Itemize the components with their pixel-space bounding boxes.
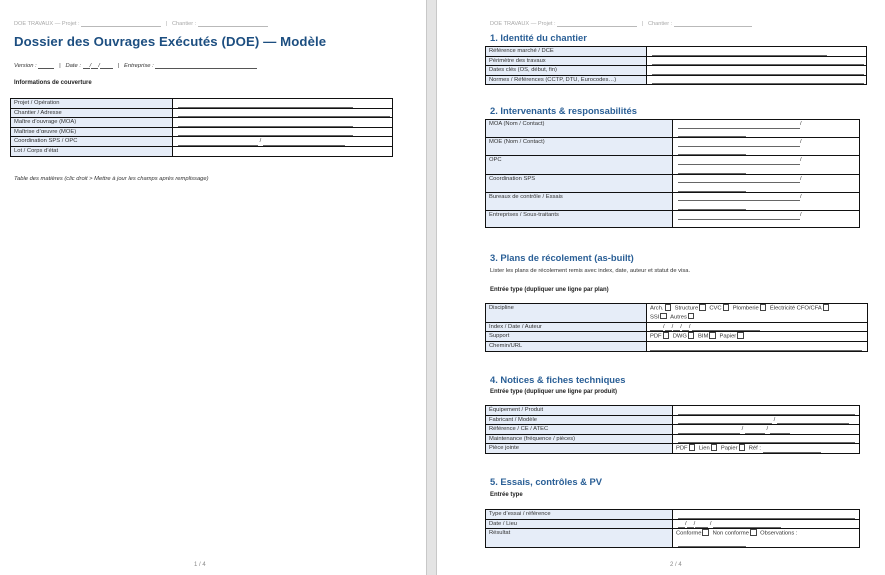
date-day-field[interactable] [83,62,90,69]
row-label: Dates clés (OS, début, fin) [486,66,647,76]
row-label: Chemin/URL [486,342,647,352]
row-label: Bureaux de contrôle / Essais [486,192,673,210]
section-3-table [485,303,868,352]
checkbox[interactable] [702,529,709,536]
field-sep: / [741,426,744,433]
table-row [486,519,860,529]
row-label: MOA (Nom / Contact) [486,120,673,138]
moe-contact-field[interactable] [673,138,860,156]
field-sep: / [663,323,665,330]
table-row [486,304,868,323]
page-number: 2 / 4 [670,562,682,568]
section-1-table [485,46,867,85]
row-label: Discipline [486,304,647,323]
field-sep: / [800,193,802,200]
attachment-options [673,444,860,454]
row-label: OPC [486,156,673,174]
option-label: Papier [720,445,738,452]
section-2-table [485,119,860,228]
checkbox[interactable] [688,332,695,339]
observations-label: Observations : [760,530,798,537]
section-5-title: 5. Essais, contrôles & PV [490,476,603,487]
sps-opc-field[interactable] [173,137,393,147]
header-project-blank[interactable] [81,20,161,27]
header-project-label: DOE TRAVAUX — Projet : [490,21,556,27]
page-number: 1 / 4 [194,562,206,568]
reference-ce-atec-field[interactable] [673,425,860,435]
checkbox[interactable] [823,304,830,311]
checkbox[interactable] [709,332,716,339]
site-address-field[interactable] [173,108,393,118]
observations-field[interactable] [678,540,746,547]
ref-field[interactable] [763,446,821,453]
field-sep: / [800,157,802,164]
option-label: Conforme [676,530,702,537]
section-5-entry-heading: Entrée type [490,492,523,498]
date-sep: / [89,63,92,69]
moa-field[interactable] [173,118,393,128]
row-label: Pièce jointe [486,444,673,454]
row-label: Équipement / Produit [486,406,673,416]
maintenance-field[interactable] [673,434,860,444]
option-label: Électricité CFO/CFA [769,305,822,312]
maker-model-field[interactable] [673,415,860,425]
meta-separator: | [59,63,61,69]
table-row [486,342,868,352]
table-row [486,510,860,520]
row-label: Coordination SPS [486,174,673,192]
field-sep: / [709,520,712,527]
checkbox[interactable] [711,444,718,451]
row-label: Support [486,332,647,342]
field-sep: / [693,520,696,527]
section-3-entry-heading: Entrée type (dupliquer une ligne par plan) [490,287,609,293]
header-project-blank[interactable] [557,20,637,27]
header-project-label: DOE TRAVAUX — Projet : [14,21,80,27]
field-sep: / [680,323,682,330]
table-row [486,156,860,174]
table-row [486,47,867,57]
row-label: Entreprises / Sous-traitants [486,210,673,227]
table-row [11,127,393,137]
row-label: Index / Date / Auteur [486,322,647,332]
document-title: Dossier des Ouvrages Exécutés (DOE) — Modèle [14,34,327,49]
page-gutter [426,0,437,575]
checkbox[interactable] [660,313,667,320]
standards-field[interactable] [647,75,867,85]
project-field[interactable] [173,99,393,109]
row-label: Périmètre des travaux [486,56,647,66]
scope-field[interactable] [647,56,867,66]
checkbox[interactable] [665,304,672,311]
table-row [486,174,860,192]
table-row [486,56,867,66]
toc-note: Table des matières (clic droit > Mettre à jour les champs après remplissage) [14,176,209,182]
running-header [490,20,752,27]
section-1-title: 1. Identité du chantier [490,32,587,43]
option-label: DWG [672,333,687,340]
option-label: PDF [676,445,688,452]
version-field[interactable] [38,62,54,69]
field-sep: / [688,323,691,330]
company-field[interactable] [155,62,257,69]
field-sep: / [259,138,262,145]
header-site-label: Chantier : [171,21,197,27]
contract-ref-field[interactable] [647,47,867,57]
field-sep: / [800,175,802,182]
row-label: Type d’essai / référence [486,510,673,520]
row-label: Fabricant / Modèle [486,415,673,425]
table-row [486,210,860,227]
option-label: Plomberie [732,305,759,312]
moe-field[interactable] [173,127,393,137]
date-year-field[interactable] [100,62,113,69]
header-site-blank[interactable] [198,20,268,27]
option-label: CVC [709,305,722,312]
table-row [11,99,393,109]
table-row [486,192,860,210]
sps-contact-field[interactable] [673,174,860,192]
control-office-field[interactable] [673,192,860,210]
table-row [486,138,860,156]
header-separator: | [641,21,644,27]
row-label: Maintenance (fréquence / pièces) [486,434,673,444]
field-sep: / [685,520,687,527]
table-row [11,118,393,128]
table-row [11,108,393,118]
date-place-field[interactable] [673,519,860,529]
table-row [486,529,860,547]
checkbox[interactable] [663,332,670,339]
checkbox[interactable] [699,304,706,311]
table-row [486,120,860,138]
cover-heading: Informations de couverture [14,80,92,86]
table-row [11,146,393,156]
section-3-title: 3. Plans de récolement (as-built) [490,252,634,263]
row-label: Résultat [486,529,673,547]
lot-field[interactable] [173,146,393,156]
header-site-blank[interactable] [674,20,752,27]
section-3-intro: Lister les plans de récolement remis avec index, date, auteur et statut de visa. [490,268,691,274]
section-4-title: 4. Notices & fiches techniques [490,374,626,385]
key-dates-field[interactable] [647,66,867,76]
equipment-field[interactable] [673,406,860,416]
row-label: Projet / Opération [11,99,173,109]
table-row [486,425,860,435]
document-page-1 [0,0,426,575]
index-date-author-field[interactable] [647,322,868,332]
ref-label: Réf : [748,445,761,452]
header-site-label: Chantier : [647,21,673,27]
document-page-2 [437,0,885,575]
section-4-table [485,405,860,454]
checkbox[interactable] [760,304,767,311]
cover-info-table [10,98,393,157]
checkbox[interactable] [723,304,730,311]
checkbox[interactable] [737,332,744,339]
row-label: Référence / CE / ATEC [486,425,673,435]
row-label: Référence marché / DCE [486,47,647,57]
version-label: Version : [14,63,37,69]
table-row [486,66,867,76]
checkbox[interactable] [739,444,746,451]
row-label: Maître d’ouvrage (MOA) [11,118,173,128]
meta-separator: | [117,63,120,69]
table-row [486,332,868,342]
row-label: Coordination SPS / OPC [11,137,173,147]
row-label: Date / Lieu [486,519,673,529]
table-row [486,75,867,85]
result-options [673,529,860,547]
support-options [647,332,868,342]
contractors-field[interactable] [673,210,860,227]
row-label: Chantier / Adresse [11,108,173,118]
field-sep: / [800,211,802,218]
row-label: Maîtrise d’œuvre (MOE) [11,127,173,137]
field-sep: / [773,416,776,423]
section-5-table [485,509,860,548]
table-row [486,434,860,444]
row-label: MOE (Nom / Contact) [486,138,673,156]
path-url-field[interactable] [647,342,868,352]
table-row [486,406,860,416]
date-label: Date : [65,63,81,69]
section-2-title: 2. Intervenants & responsabilités [490,105,637,116]
meta-line [14,62,257,69]
discipline-options [647,304,868,323]
running-header [14,20,268,27]
option-label: Papier [719,333,737,340]
table-row [486,415,860,425]
field-sep: / [671,323,674,330]
test-type-field[interactable] [673,510,860,520]
section-4-entry-heading: Entrée type (dupliquer une ligne par produit) [490,389,618,395]
row-label: Normes / Références (CCTP, DTU, Eurocodes…) [486,75,647,85]
moa-contact-field[interactable] [673,120,860,138]
option-label: Structure [674,305,699,312]
option-label: Non conforme [712,530,749,537]
option-label: Autres [670,314,687,321]
checkbox[interactable] [750,529,757,536]
option-label: BIM [698,333,709,340]
field-sep: / [800,121,802,127]
option-label: PDF [650,333,662,340]
option-label: SSI [650,314,660,321]
company-label: Entreprise : [124,63,154,69]
option-label: Arch. [650,305,664,312]
checkbox[interactable] [689,444,696,451]
field-sep: / [766,426,769,433]
table-row [486,444,860,454]
field-sep: / [800,139,802,146]
date-sep: / [98,63,100,69]
row-label: Lot / Corps d’état [11,146,173,156]
option-label: Lien [698,445,710,452]
opc-contact-field[interactable] [673,156,860,174]
table-row [11,137,393,147]
table-row [486,322,868,332]
header-separator: | [165,21,168,27]
checkbox[interactable] [688,313,695,320]
